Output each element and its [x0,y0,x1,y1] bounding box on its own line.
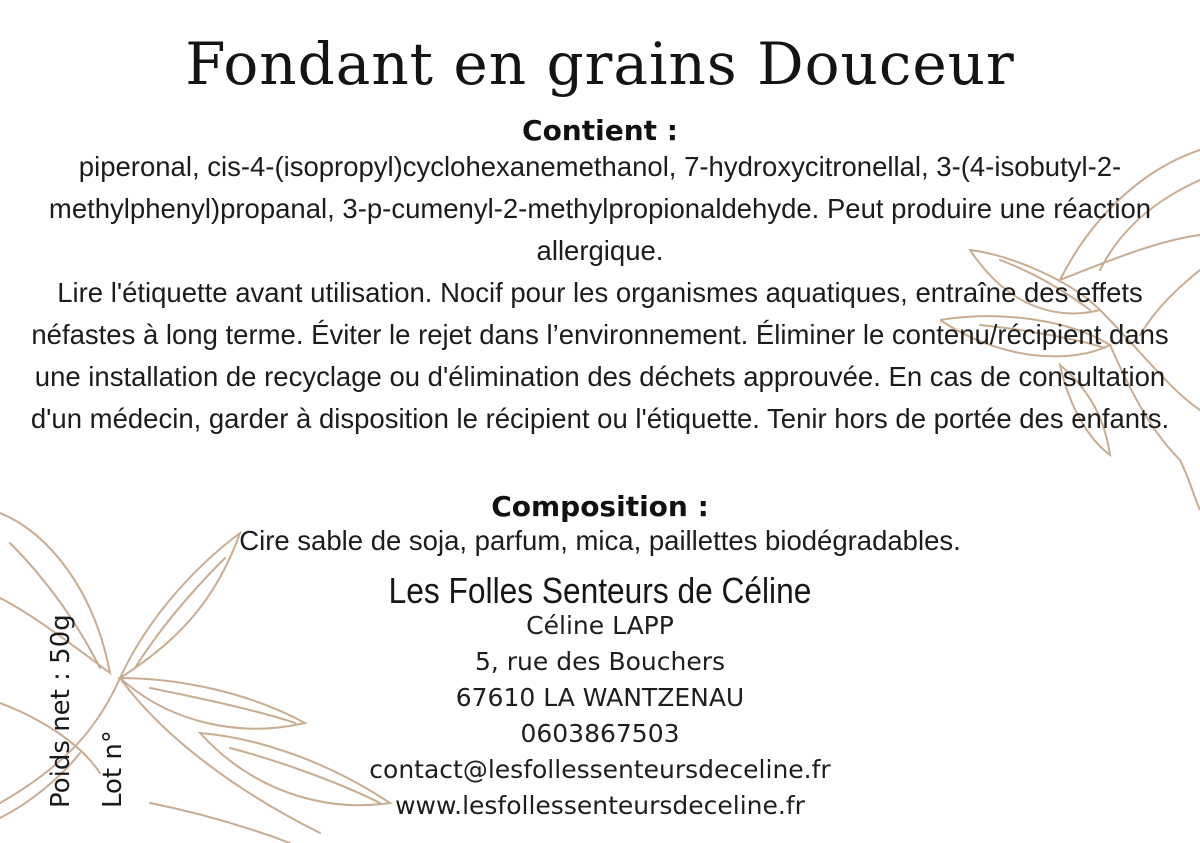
safety-precautions: Lire l'étiquette avant utilisation. Nocif pour les organismes aquatiques, entraîne des effets néfastes à long terme. Éviter le rejet dans l’environnement. Éliminer le contenu/récipient dans une installation de recyclage ou d'élimination des déchets approuvée. En cas de consultation d'un médecin, garder à disposition le récipient ou l'étiquette. Tenir hors de portée des enfants. [30,277,1170,434]
lot-number-label: Lot n° [98,730,128,808]
contact-street: 5, rue des Bouchers [474,647,726,676]
contact-phone: 0603867503 [520,719,680,748]
net-weight-label: Poids net : 50g [46,614,76,808]
composition-heading: Composition : [491,490,709,523]
contact-website: www.lesfollessenteursdeceline.fr [395,791,805,820]
contact-city: 67610 LA WANTZENAU [455,683,745,712]
allergen-list: piperonal, cis-4-(isopropyl)cyclohexanemethanol, 7-hydroxycitronellal, 3-(4-isobutyl-2-methylphenyl)propanal, 3-p-cumenyl-2-methylpropionaldehyde. Peut produire une réaction allergique. [48,151,1152,266]
contact-email: contact@lesfollessenteursdeceline.fr [369,755,831,784]
product-title: Fondant en grains Douceur [185,30,1015,98]
brand-name: Les Folles Senteurs de Céline [388,570,812,611]
contient-heading: Contient : [522,114,678,147]
composition-text: Cire sable de soja, parfum, mica, paillettes biodégradables. [239,525,961,556]
contact-name: Céline LAPP [526,611,674,640]
